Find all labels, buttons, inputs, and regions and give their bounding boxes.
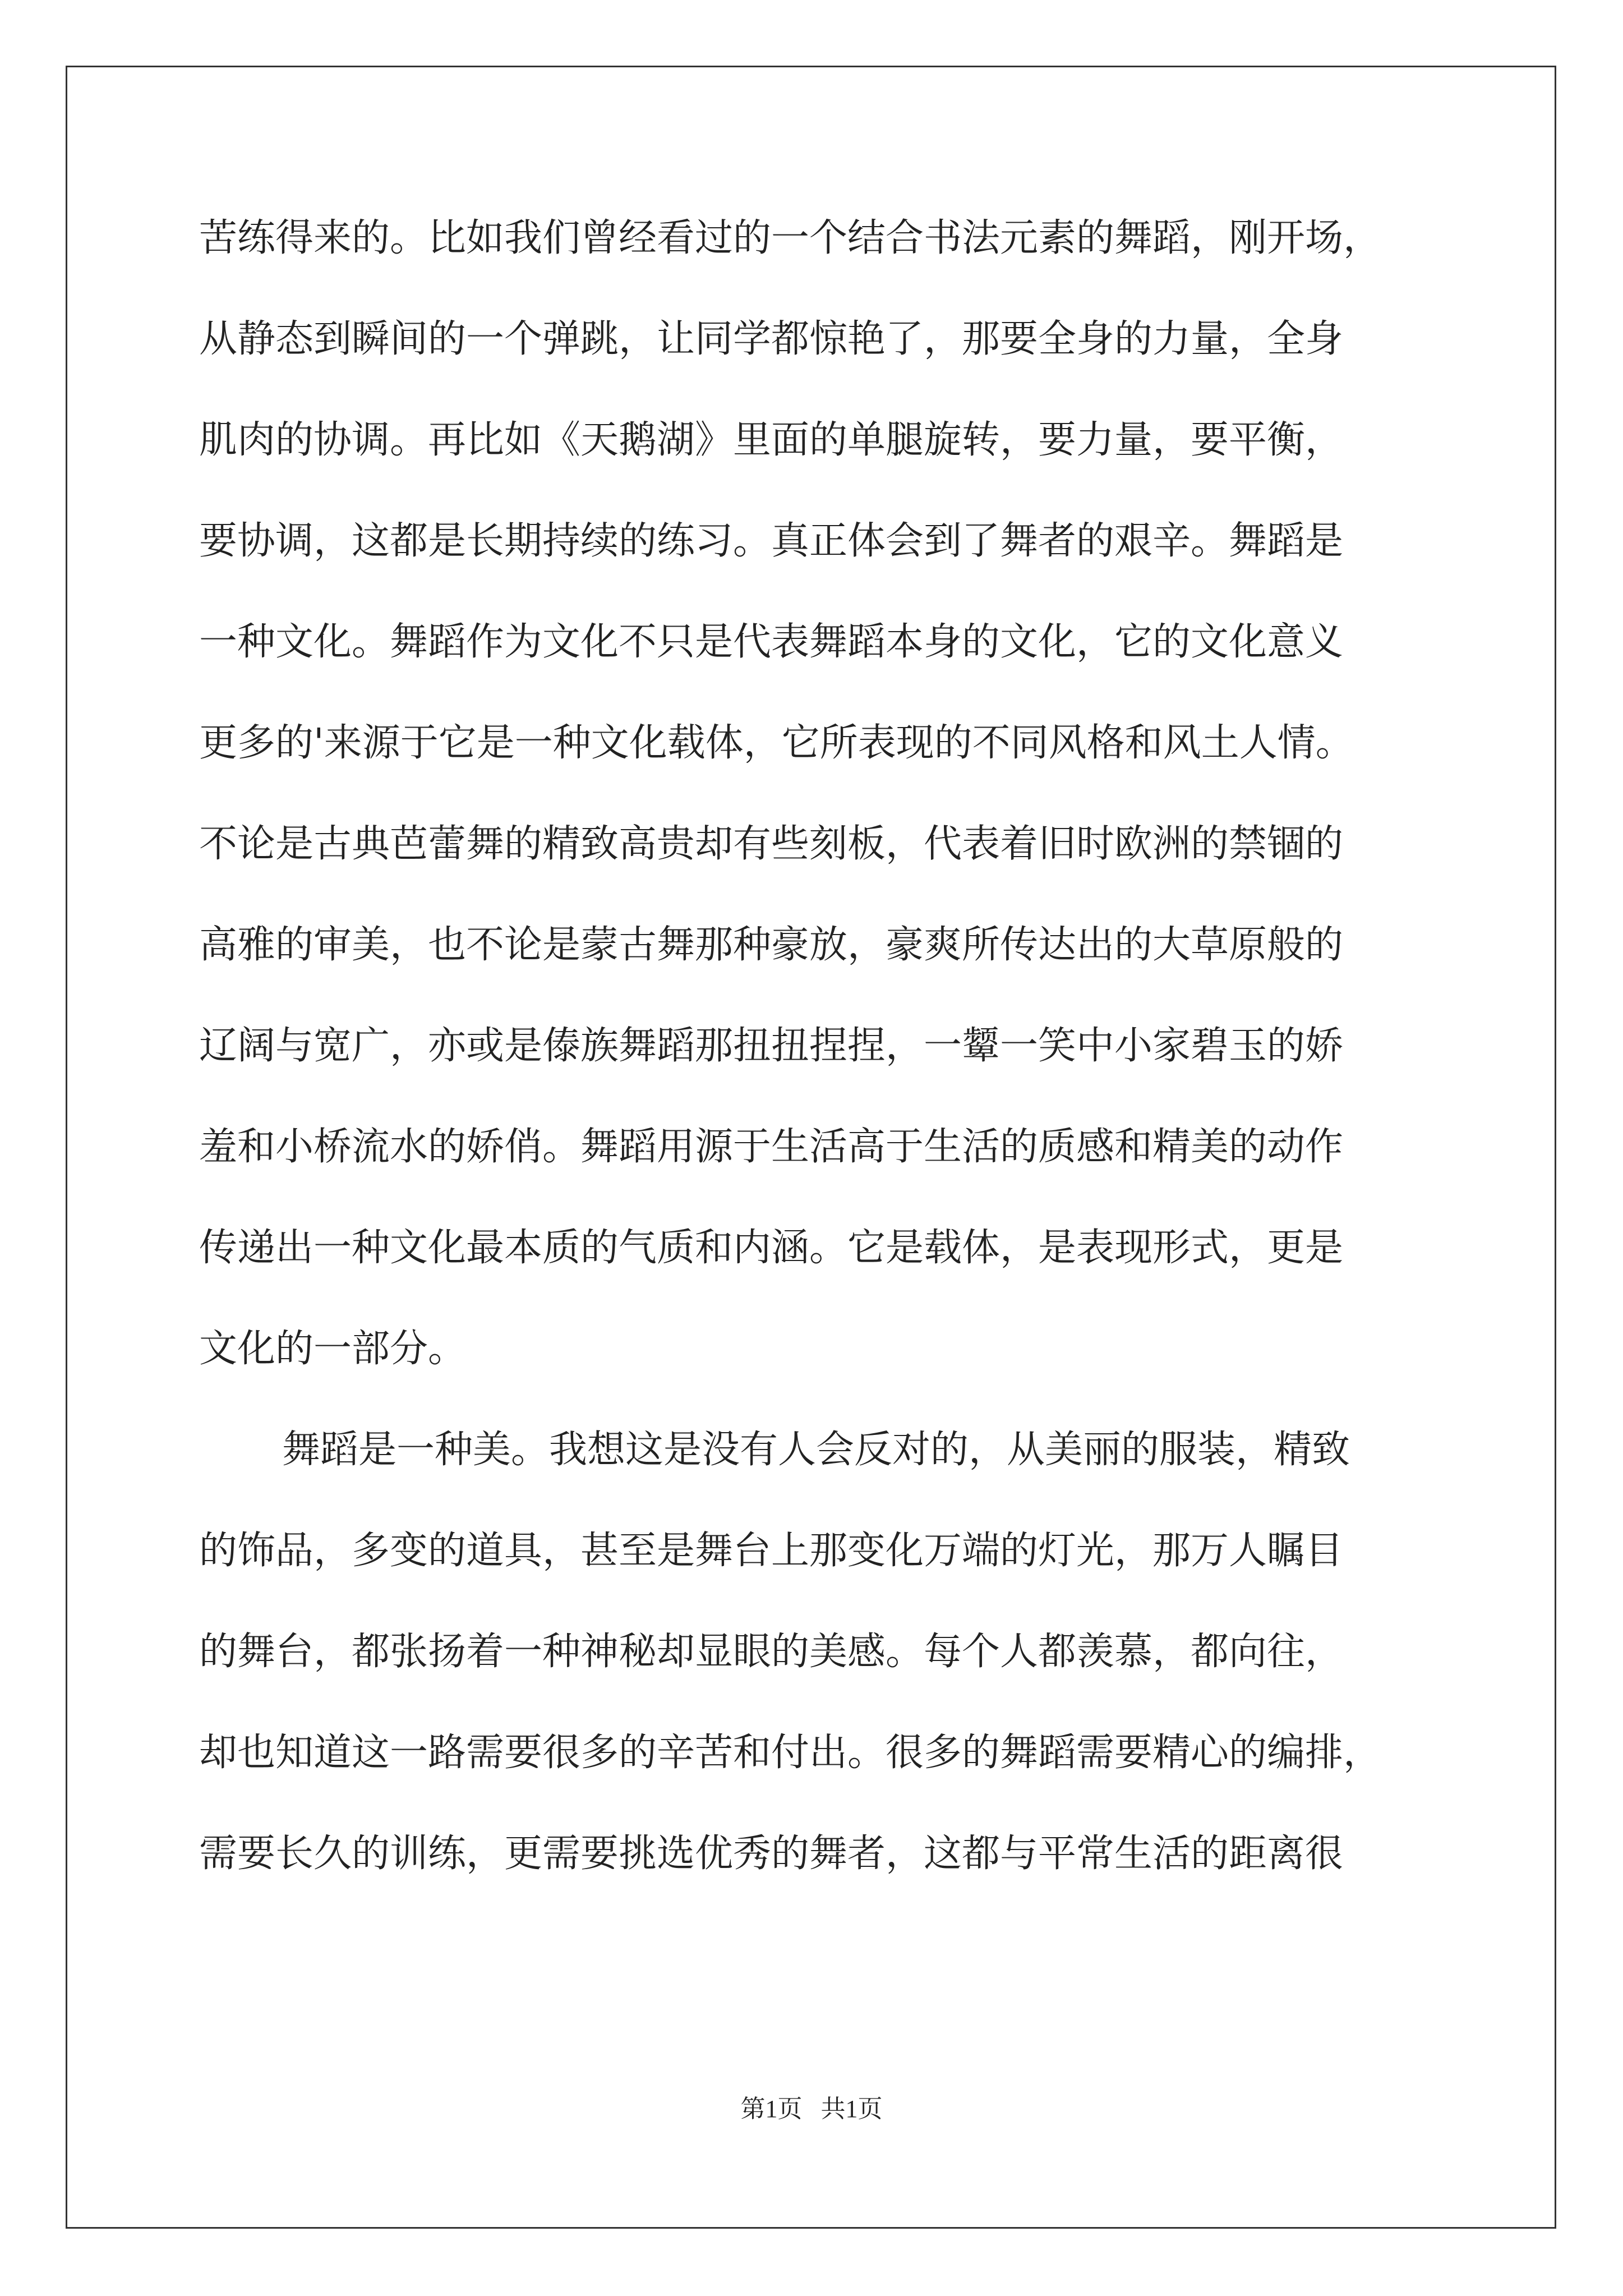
text-line: 文化的一部分。: [199, 1327, 467, 1371]
text-line: 却也知道这一路需要很多的辛苦和付出。很多的舞蹈需要精心的编排，: [199, 1731, 1382, 1775]
document-body: [199, 205, 1427, 1921]
text-line: 要协调，这都是长期持续的练习。真正体会到了舞者的艰辛。舞蹈是: [199, 519, 1344, 563]
text-line: 的饰品，多变的道具，甚至是舞台上那变化万端的灯光，那万人瞩目: [199, 1529, 1344, 1573]
text-line: 肌肉的协调。再比如《天鹅湖》里面的单腿旋转，要力量，要平衡，: [199, 418, 1344, 462]
text-line: 需要长久的训练，更需要挑选优秀的舞者，这都与平常生活的距离很: [199, 1832, 1344, 1876]
text-line: 从静态到瞬间的一个弹跳，让同学都惊艳了，那要全身的力量，全身: [199, 317, 1344, 361]
text-line: 更多的'来源于它是一种文化载体，它所表现的不同风格和风土人情。: [199, 721, 1354, 765]
text-line: 的舞台，都张扬着一种神秘却显眼的美感。每个人都羡慕，都向往，: [199, 1630, 1344, 1674]
text-line: 苦练得来的。比如我们曾经看过的一个结合书法元素的舞蹈，刚开场，: [199, 216, 1382, 260]
page-footer: 第1页 共1页: [740, 2095, 883, 2123]
text-line: 高雅的审美，也不论是蒙古舞那种豪放，豪爽所传达出的大草原般的: [199, 923, 1344, 967]
text-line: 不论是古典芭蕾舞的精致高贵却有些刻板，代表着旧时欧洲的禁锢的: [199, 822, 1344, 866]
text-line: 一种文化。舞蹈作为文化不只是代表舞蹈本身的文化，它的文化意义: [199, 620, 1344, 664]
text-line: 辽阔与宽广，亦或是傣族舞蹈那扭扭捏捏，一颦一笑中小家碧玉的娇: [199, 1024, 1344, 1068]
text-line: 传递出一种文化最本质的气质和内涵。它是载体，是表现形式，更是: [199, 1226, 1344, 1270]
paragraph-start-line: 舞蹈是一种美。我想这是没有人会反对的，从美丽的服装，精致: [282, 1428, 1350, 1472]
text-line: 羞和小桥流水的娇俏。舞蹈用源于生活高于生活的质感和精美的动作: [199, 1125, 1344, 1169]
